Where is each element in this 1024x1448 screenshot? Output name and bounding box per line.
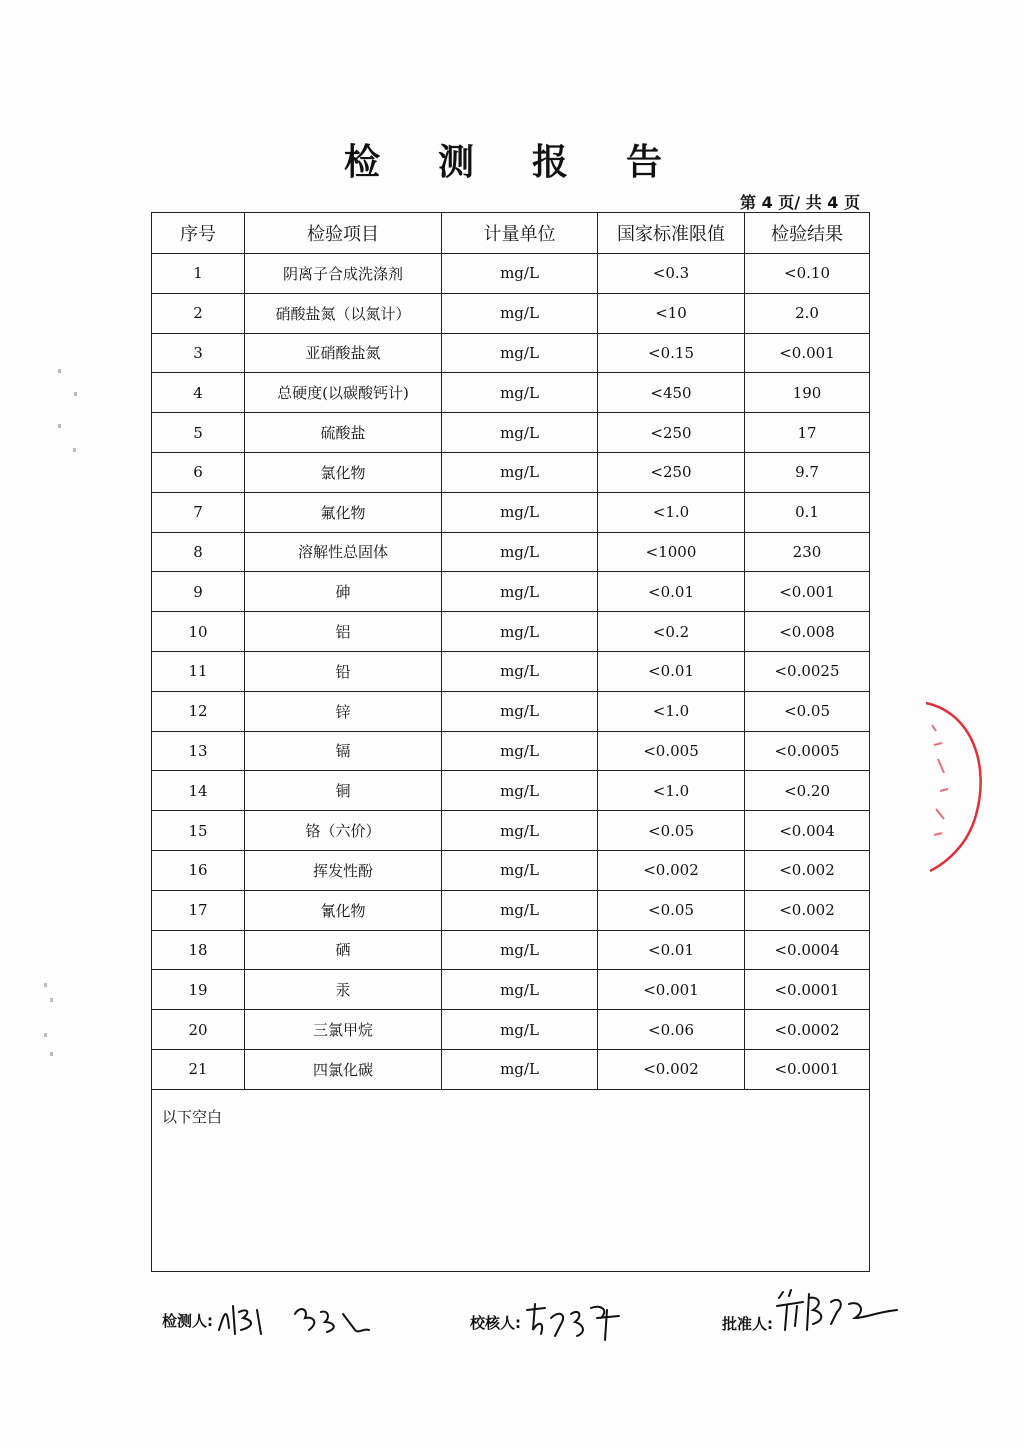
cell-no: 21 (152, 1049, 245, 1089)
cell-unit: mg/L (442, 413, 598, 453)
approver-label: 批准人: (722, 1314, 773, 1333)
cell-limit: <1.0 (598, 691, 745, 731)
cell-result: 190 (745, 373, 870, 413)
cell-item: 亚硝酸盐氮 (245, 333, 442, 373)
cell-no: 1 (152, 254, 245, 294)
cell-result: <0.05 (745, 691, 870, 731)
reviewer-label: 校核人: (470, 1313, 521, 1332)
cell-limit: <0.2 (598, 612, 745, 652)
cell-no: 2 (152, 293, 245, 333)
cell-result: <0.001 (745, 572, 870, 612)
cell-no: 15 (152, 811, 245, 851)
cell-item: 砷 (245, 572, 442, 612)
cell-unit: mg/L (442, 850, 598, 890)
results-table (151, 212, 870, 1272)
table-row (152, 970, 870, 1010)
cell-result: <0.0005 (745, 731, 870, 771)
cell-limit: <0.3 (598, 254, 745, 294)
cell-no: 5 (152, 413, 245, 453)
cell-no: 13 (152, 731, 245, 771)
cell-result: <0.0025 (745, 651, 870, 691)
approver-handwritten-signature (773, 1284, 903, 1340)
column-header-item: 检验项目 (245, 213, 442, 254)
cell-item: 硒 (245, 930, 442, 970)
cell-unit: mg/L (442, 930, 598, 970)
cell-no: 8 (152, 532, 245, 572)
table-row (152, 890, 870, 930)
cell-result: <0.10 (745, 254, 870, 294)
cell-result: <0.008 (745, 612, 870, 652)
cell-no: 14 (152, 771, 245, 811)
cell-limit: <10 (598, 293, 745, 333)
cell-item: 氰化物 (245, 890, 442, 930)
table-row (152, 254, 870, 294)
table-row (152, 1049, 870, 1089)
cell-no: 16 (152, 850, 245, 890)
cell-item: 硫酸盐 (245, 413, 442, 453)
cell-item: 挥发性酚 (245, 850, 442, 890)
cell-unit: mg/L (442, 890, 598, 930)
cell-limit: <1000 (598, 532, 745, 572)
cell-unit: mg/L (442, 1049, 598, 1089)
cell-item: 总硬度(以碳酸钙计) (245, 373, 442, 413)
tester-handwritten-signature (213, 1300, 373, 1340)
table-row (152, 731, 870, 771)
table-row (152, 413, 870, 453)
cell-result: 0.1 (745, 492, 870, 532)
cell-item: 锌 (245, 691, 442, 731)
cell-no: 6 (152, 452, 245, 492)
cell-no: 12 (152, 691, 245, 731)
table-row (152, 930, 870, 970)
cell-item: 镉 (245, 731, 442, 771)
cell-limit: <450 (598, 373, 745, 413)
tester-label: 检测人: (162, 1311, 213, 1330)
cell-limit: <0.005 (598, 731, 745, 771)
cell-no: 17 (152, 890, 245, 930)
cell-unit: mg/L (442, 1010, 598, 1050)
cell-result: <0.004 (745, 811, 870, 851)
cell-item: 汞 (245, 970, 442, 1010)
cell-unit: mg/L (442, 572, 598, 612)
cell-no: 10 (152, 612, 245, 652)
cell-result: <0.0001 (745, 1049, 870, 1089)
table-header-row (152, 213, 870, 254)
cell-result: <0.0001 (745, 970, 870, 1010)
cell-result: <0.0004 (745, 930, 870, 970)
cell-item: 铜 (245, 771, 442, 811)
cell-limit: <0.15 (598, 333, 745, 373)
cell-limit: <0.002 (598, 850, 745, 890)
red-seal-stamp (924, 695, 984, 873)
cell-item: 铬（六价） (245, 811, 442, 851)
cell-unit: mg/L (442, 333, 598, 373)
blank-note: 以下空白 (152, 1089, 870, 1271)
cell-limit: <250 (598, 413, 745, 453)
cell-result: <0.002 (745, 850, 870, 890)
cell-item: 氟化物 (245, 492, 442, 532)
table-row (152, 373, 870, 413)
cell-no: 19 (152, 970, 245, 1010)
cell-limit: <0.002 (598, 1049, 745, 1089)
column-header-limit: 国家标准限值 (598, 213, 745, 254)
cell-unit: mg/L (442, 293, 598, 333)
blank-row (152, 1089, 870, 1271)
cell-result: <0.0002 (745, 1010, 870, 1050)
cell-no: 11 (152, 651, 245, 691)
cell-limit: <0.01 (598, 572, 745, 612)
table-row (152, 532, 870, 572)
cell-limit: <1.0 (598, 492, 745, 532)
cell-unit: mg/L (442, 771, 598, 811)
table-row (152, 293, 870, 333)
cell-result: <0.20 (745, 771, 870, 811)
cell-unit: mg/L (442, 452, 598, 492)
signature-line (0, 1292, 1024, 1342)
table-row (152, 612, 870, 652)
cell-no: 7 (152, 492, 245, 532)
approver-signature (722, 1284, 903, 1340)
table-row (152, 691, 870, 731)
cell-result: 17 (745, 413, 870, 453)
cell-unit: mg/L (442, 811, 598, 851)
column-header-unit: 计量单位 (442, 213, 598, 254)
table-row (152, 771, 870, 811)
cell-no: 4 (152, 373, 245, 413)
cell-unit: mg/L (442, 970, 598, 1010)
cell-item: 溶解性总固体 (245, 532, 442, 572)
column-header-result: 检验结果 (745, 213, 870, 254)
table-row (152, 811, 870, 851)
cell-unit: mg/L (442, 651, 598, 691)
cell-no: 9 (152, 572, 245, 612)
cell-item: 硝酸盐氮（以氮计） (245, 293, 442, 333)
cell-no: 18 (152, 930, 245, 970)
table-row (152, 1010, 870, 1050)
cell-item: 四氯化碳 (245, 1049, 442, 1089)
cell-item: 铝 (245, 612, 442, 652)
table-body (152, 254, 870, 1090)
cell-unit: mg/L (442, 612, 598, 652)
cell-limit: <0.05 (598, 890, 745, 930)
cell-unit: mg/L (442, 731, 598, 771)
cell-limit: <0.001 (598, 970, 745, 1010)
cell-unit: mg/L (442, 492, 598, 532)
cell-item: 三氯甲烷 (245, 1010, 442, 1050)
cell-item: 氯化物 (245, 452, 442, 492)
page-number: 第 4 页/ 共 4 页 (740, 193, 860, 212)
cell-limit: <0.01 (598, 930, 745, 970)
cell-limit: <250 (598, 452, 745, 492)
table-row (152, 492, 870, 532)
table-row (152, 850, 870, 890)
cell-unit: mg/L (442, 373, 598, 413)
reviewer-handwritten-signature (521, 1300, 631, 1344)
table-row (152, 572, 870, 612)
cell-item: 阴离子合成洗涤剂 (245, 254, 442, 294)
report-title: 检测报告 (343, 142, 720, 183)
cell-no: 3 (152, 333, 245, 373)
cell-unit: mg/L (442, 691, 598, 731)
cell-no: 20 (152, 1010, 245, 1050)
reviewer-signature (470, 1300, 631, 1344)
table-row (152, 333, 870, 373)
cell-item: 铅 (245, 651, 442, 691)
table-row (152, 452, 870, 492)
cell-limit: <0.05 (598, 811, 745, 851)
cell-result: 9.7 (745, 452, 870, 492)
column-header-no: 序号 (152, 213, 245, 254)
cell-unit: mg/L (442, 532, 598, 572)
cell-result: <0.001 (745, 333, 870, 373)
cell-result: 2.0 (745, 293, 870, 333)
cell-limit: <1.0 (598, 771, 745, 811)
cell-unit: mg/L (442, 254, 598, 294)
cell-result: 230 (745, 532, 870, 572)
cell-limit: <0.01 (598, 651, 745, 691)
cell-result: <0.002 (745, 890, 870, 930)
cell-limit: <0.06 (598, 1010, 745, 1050)
table-row (152, 651, 870, 691)
tester-signature (162, 1300, 373, 1340)
